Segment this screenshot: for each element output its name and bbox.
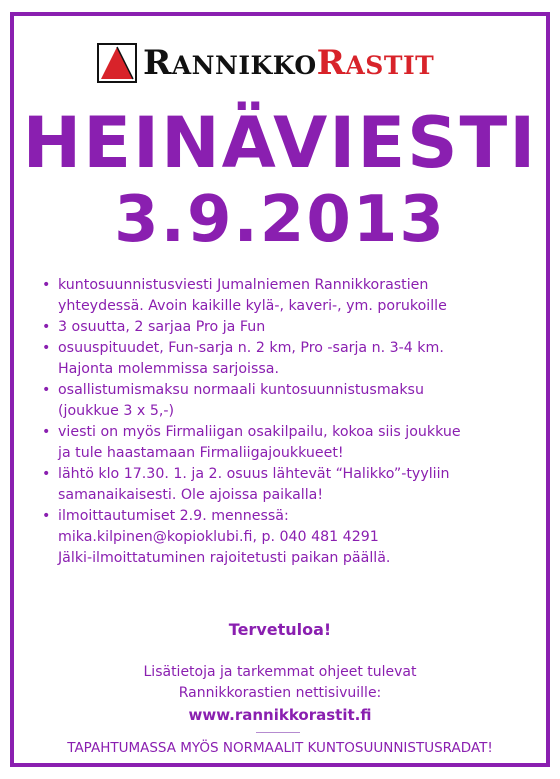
website-link[interactable]: www.rannikkorastit.fi bbox=[188, 706, 372, 724]
event-date: 3.9.2013 bbox=[114, 183, 446, 257]
list-item-line: yhteydessä. Avoin kaikille kylä-, kaveri-, ym. porukoille bbox=[58, 298, 447, 314]
list-item-line: ja tule haastamaan Firmaliigajoukkueet! bbox=[58, 445, 344, 461]
logo bbox=[97, 40, 434, 86]
logo-part1-rest: ANNIKKO bbox=[171, 51, 317, 80]
list-item bbox=[40, 338, 530, 380]
list-item-line: (joukkue 3 x 5,-) bbox=[58, 403, 175, 419]
list-item-line: • kuntosuunnistusviesti Jumalniemen Rannikkorastien bbox=[58, 277, 429, 293]
list-item-line: Hajonta molemmissa sarjoissa. bbox=[58, 361, 279, 377]
list-item bbox=[40, 275, 530, 317]
list-item-line: Jälki-ilmoittatuminen rajoitetusti paikan päällä. bbox=[58, 550, 391, 566]
list-item-line: • ilmoittautumiset 2.9. mennessä: bbox=[58, 508, 289, 524]
logo-part2-rest: ASTIT bbox=[345, 51, 435, 80]
list-item bbox=[40, 422, 530, 464]
footer-note: TAPAHTUMASSA MYÖS NORMAALIT KUNTOSUUNNISTUSRADAT! bbox=[67, 740, 493, 756]
info-line-2: Rannikkorastien nettisivuille: bbox=[178, 685, 382, 701]
list-item-line: • 3 osuutta, 2 sarjaa Pro ja Fun bbox=[58, 319, 266, 335]
logo-part1-cap: R bbox=[143, 43, 172, 83]
logo-part2-cap: R bbox=[316, 43, 346, 83]
list-item bbox=[40, 506, 530, 569]
logo-wordmark bbox=[143, 43, 434, 83]
event-details-list bbox=[40, 275, 530, 569]
list-item-line: • osallistumismaksu normaali kuntosuunnistusmaksu bbox=[58, 382, 424, 398]
list-item-line: • osuuspituudet, Fun-sarja n. 2 km, Pro -sarja n. 3-4 km. bbox=[58, 340, 444, 356]
list-item-line: mika.kilpinen@kopioklubi.fi, p. 040 481 4291 bbox=[58, 529, 379, 545]
info-line-1: Lisätietoja ja tarkemmat ohjeet tulevat bbox=[143, 664, 417, 680]
rannikkorastit-logo-mark-icon bbox=[97, 43, 137, 83]
list-item-line: samanaikaisesti. Ole ajoissa paikalla! bbox=[58, 487, 324, 503]
list-item bbox=[40, 380, 530, 422]
divider bbox=[256, 732, 300, 733]
event-title: HEINÄVIESTI bbox=[22, 102, 538, 184]
list-item bbox=[40, 317, 530, 338]
list-item bbox=[40, 464, 530, 506]
list-item-line: • lähtö klo 17.30. 1. ja 2. osuus lähtevät “Halikko”-tyyliin bbox=[58, 466, 450, 482]
welcome-text: Tervetuloa! bbox=[228, 620, 332, 639]
list-item-line: • viesti on myös Firmaliigan osakilpailu, kokoa siis joukkue bbox=[58, 424, 461, 440]
